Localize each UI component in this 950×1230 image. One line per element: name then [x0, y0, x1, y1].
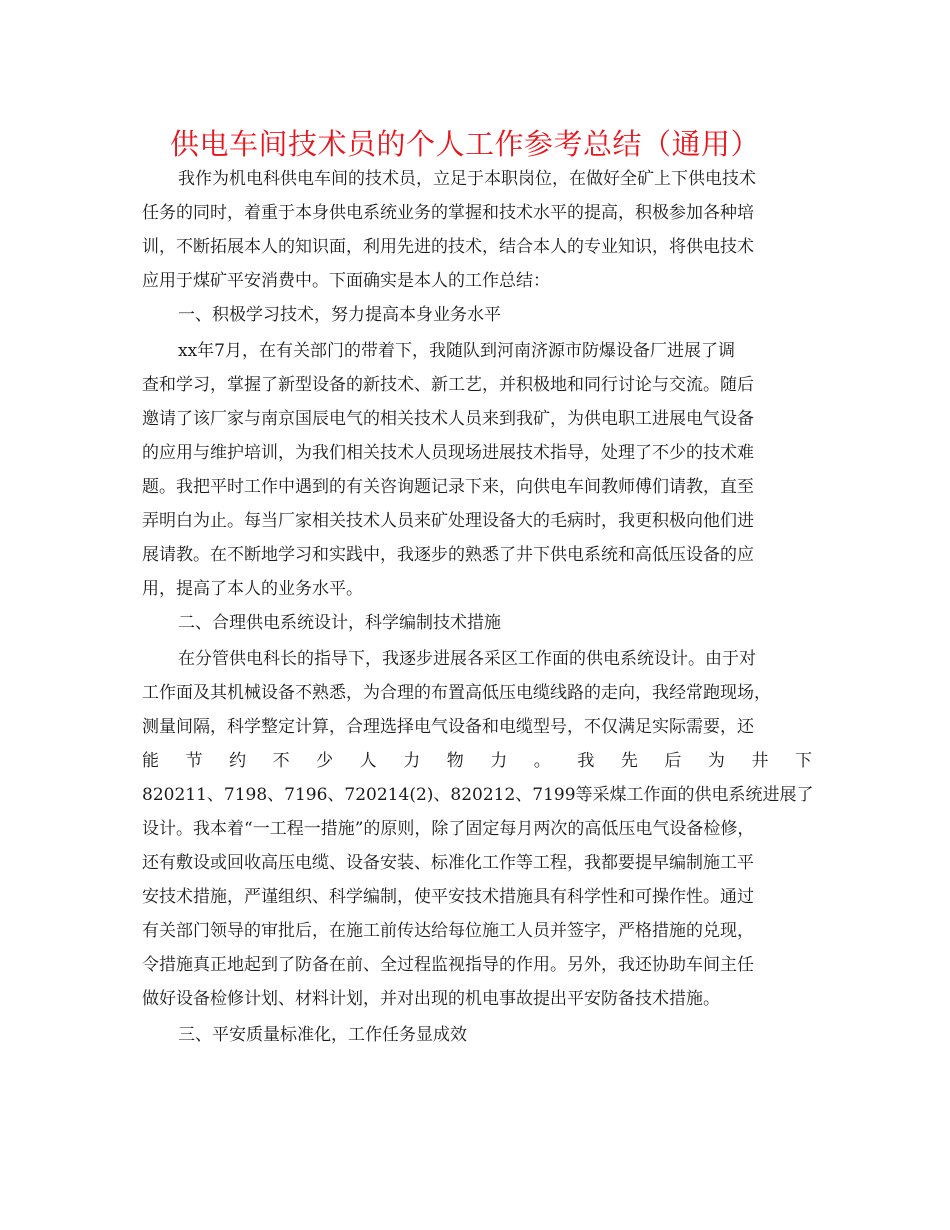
paragraph-line: 在分管供电科长的指导下，我逐步进展各采区工作面的供电系统设计。由于对 [178, 649, 756, 669]
paragraph-line: xx年7月，在有关部门的带着下，我随队到河南济源市防爆设备厂进展了调 [178, 341, 735, 361]
paragraph-line: 820211、7198、7196、720214(2)、820212、7199等采煤工作面的供电系统进展了 [142, 785, 814, 805]
section-heading-3: 三、平安质量标准化，工作任务显成效 [178, 1025, 467, 1045]
section-heading-1: 一、积极学习技术，努力提高本身业务水平 [178, 305, 501, 325]
section-heading-2: 二、合理供电系统设计，科学编制技术措施 [178, 613, 501, 633]
paragraph-line: 训，不断拓展本人的知识面，利用先进的技术，结合本人的专业知识，将供电技术 [142, 237, 754, 257]
paragraph-line: 做好设备检修计划、材料计划，并对出现的机电事故提出平安防备技术措施。 [142, 989, 720, 1009]
paragraph-line: 任务的同时，着重于本身供电系统业务的掌握和技术水平的提高，积极参加各种培 [142, 203, 754, 223]
document-title: 供电车间技术员的个人工作参考总结（通用） [169, 127, 760, 161]
paragraph-line: 还有敷设或回收高压电缆、设备安装、标准化工作等工程，我都要提早编制施工平 [142, 853, 754, 873]
paragraph-line: 工作面及其机械设备不熟悉，为合理的布置高低压电缆线路的走向，我经常跑现场， [142, 683, 771, 703]
paragraph-line: 安技术措施，严谨组织、科学编制，使平安技术措施具有科学性和可操作性。通过 [142, 887, 754, 907]
paragraph-line: 弄明白为止。每当厂家相关技术人员来矿处理设备大的毛病时，我更积极向他们进 [142, 511, 754, 531]
paragraph-line: 的应用与维护培训，为我们相关技术人员现场进展技术指导，处理了不少的技术难 [142, 443, 754, 463]
paragraph-line: 测量间隔，科学整定计算，合理选择电气设备和电缆型号，不仅满足实际需要，还 [142, 717, 754, 737]
paragraph-line: 令措施真正地起到了防备在前、全过程监视指导的作用。另外，我还协助车间主任 [142, 955, 754, 975]
paragraph-line: 有关部门领导的审批后，在施工前传达给每位施工人员并签字，严格措施的兑现， [142, 921, 754, 941]
paragraph-line: 展请教。在不断地学习和实践中，我逐步的熟悉了井下供电系统和高低压设备的应 [142, 545, 754, 565]
paragraph-line: 应用于煤矿平安消费中。下面确实是本人的工作总结： [142, 271, 550, 291]
paragraph-line: 我作为机电科供电车间的技术员，立足于本职岗位，在做好全矿上下供电技术 [178, 169, 756, 189]
paragraph-line: 能节约不少人力物力。我先后为井下 [142, 751, 812, 771]
paragraph-line: 设计。我本着“一工程一措施”的原则，除了固定每月两次的高低压电气设备检修， [142, 819, 755, 839]
paragraph-line: 邀请了该厂家与南京国辰电气的相关技术人员来到我矿，为供电职工进展电气设备 [142, 409, 754, 429]
paragraph-line: 题。我把平时工作中遇到的有关咨询题记录下来，向供电车间教师傅们请教，直至 [142, 477, 754, 497]
paragraph-line: 用，提高了本人的业务水平。 [142, 579, 363, 599]
paragraph-line: 查和学习，掌握了新型设备的新技术、新工艺，并积极地和同行讨论与交流。随后 [142, 375, 754, 395]
